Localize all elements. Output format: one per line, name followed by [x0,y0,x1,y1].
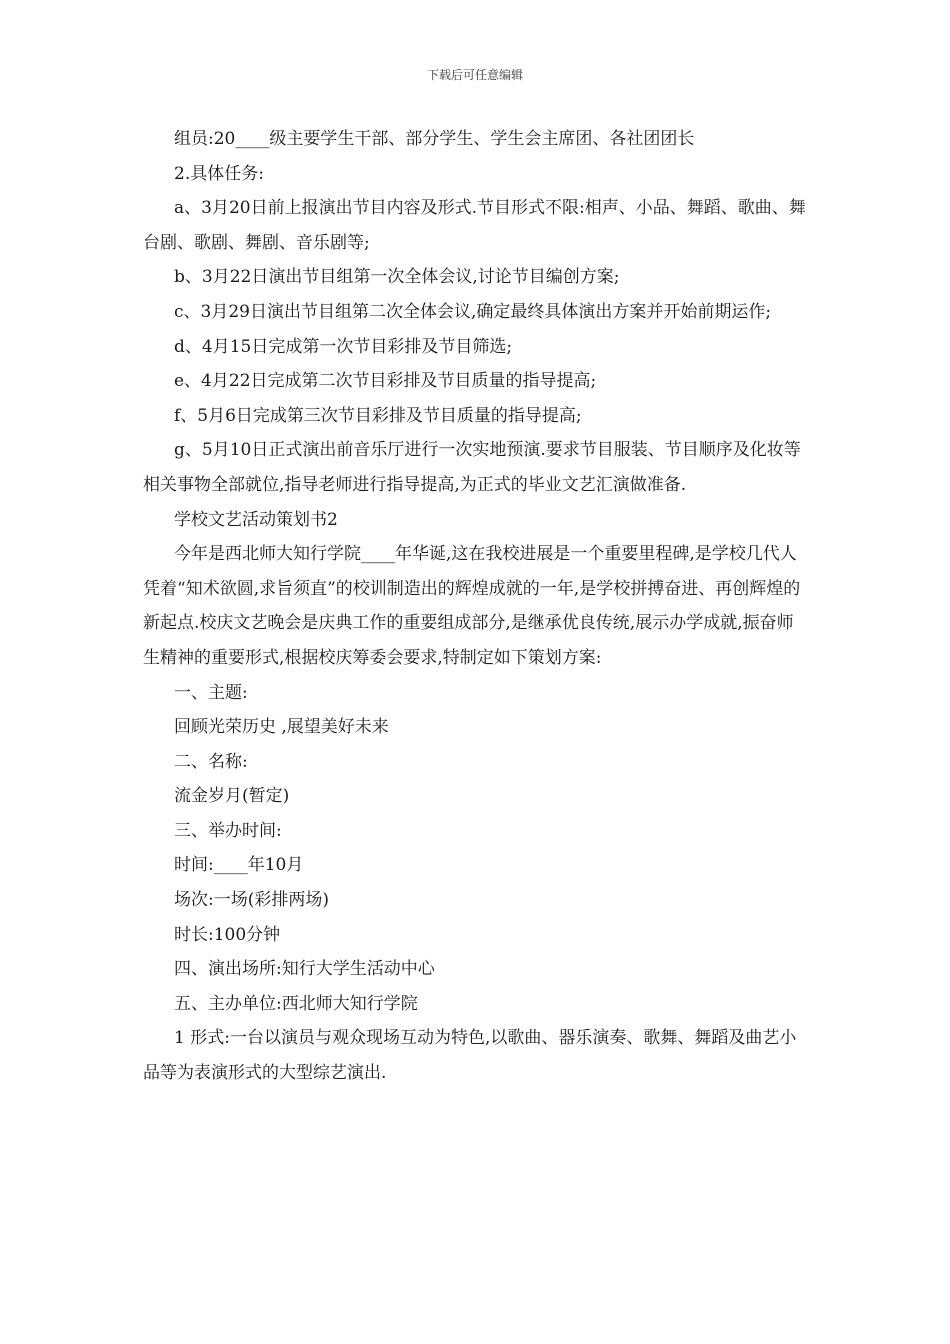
paragraph-task-g: g、5月10日正式演出前音乐厅进行一次实地预演.要求节目服装、节目顺序及化妆等相关事物全部就位,指导老师进行指导提高,为正式的毕业文艺汇演做准备. [143,440,801,495]
paragraph-time: 时间:____年10月 [174,855,304,876]
heading-name: 二、名称: [174,751,248,772]
paragraph-sessions: 场次:一场(彩排两场) [174,890,329,911]
paragraph-format: 1 形式:一台以演员与观众现场互动为特色,以歌曲、器乐演奏、歌舞、舞蹈及曲艺小品等为表演形式的大型综艺演出. [143,1028,797,1084]
paragraph-name: 流金岁月(暂定) [174,786,290,807]
paragraph-duration: 时长:100分钟 [174,924,281,945]
paragraph-members: 组员:20____级主要学生干部、部分学生、学生会主席团、各社团团长 [174,129,695,149]
paragraph-task-a: a、3月20日前上报演出节目内容及形式.节目形式不限:相声、小品、舞蹈、歌曲、舞台剧、歌剧、舞剧、音乐剧等; [143,198,806,253]
page-header: 下载后可任意编辑 [426,68,523,82]
paragraph-organizer: 五、主办单位:西北师大知行学院 [174,993,418,1014]
document-body [143,122,808,1091]
paragraph-task-c: c、3月29日演出节目组第二次全体会议,确定最终具体演出方案并开始前期运作; [174,301,772,322]
paragraph-task-e: e、4月22日完成第二次节目彩排及节目质量的指导提高; [174,371,597,392]
heading-theme: 一、主题: [174,682,248,703]
paragraph-task-d: d、4月15日完成第一次节目彩排及节目筛选; [174,336,513,357]
paragraph-venue: 四、演出场所:知行大学生活动中心 [174,959,435,980]
paragraph-tasks-heading: 2.具体任务: [174,163,264,184]
paragraph-task-b: b、3月22日演出节目组第一次全体会议,讨论节目编创方案; [174,267,620,288]
paragraph-task-f: f、5月6日完成第三次节目彩排及节目质量的指导提高; [174,405,582,426]
paragraph-intro: 今年是西北师大知行学院____年华诞,这在我校进展是一个重要里程碑,是学校几代人凭着“知术欲圆,求旨须直”的校训制造出的辉煌成就的一年,是学校拼搏奋进、再创辉煌的新起点.校庆文艺晚会是庆典工作的重要组成部分,是继承优良传统,展示办学成就,振奋师生精神的重要形式,根据校庆筹委会要求,特制定如下策划方案: [143,544,801,668]
heading-time: 三、举办时间: [174,820,282,841]
paragraph-theme: 回顾光荣历史 ,展望美好未来 [174,717,389,738]
section-title: 学校文艺活动策划书2 [174,509,338,530]
